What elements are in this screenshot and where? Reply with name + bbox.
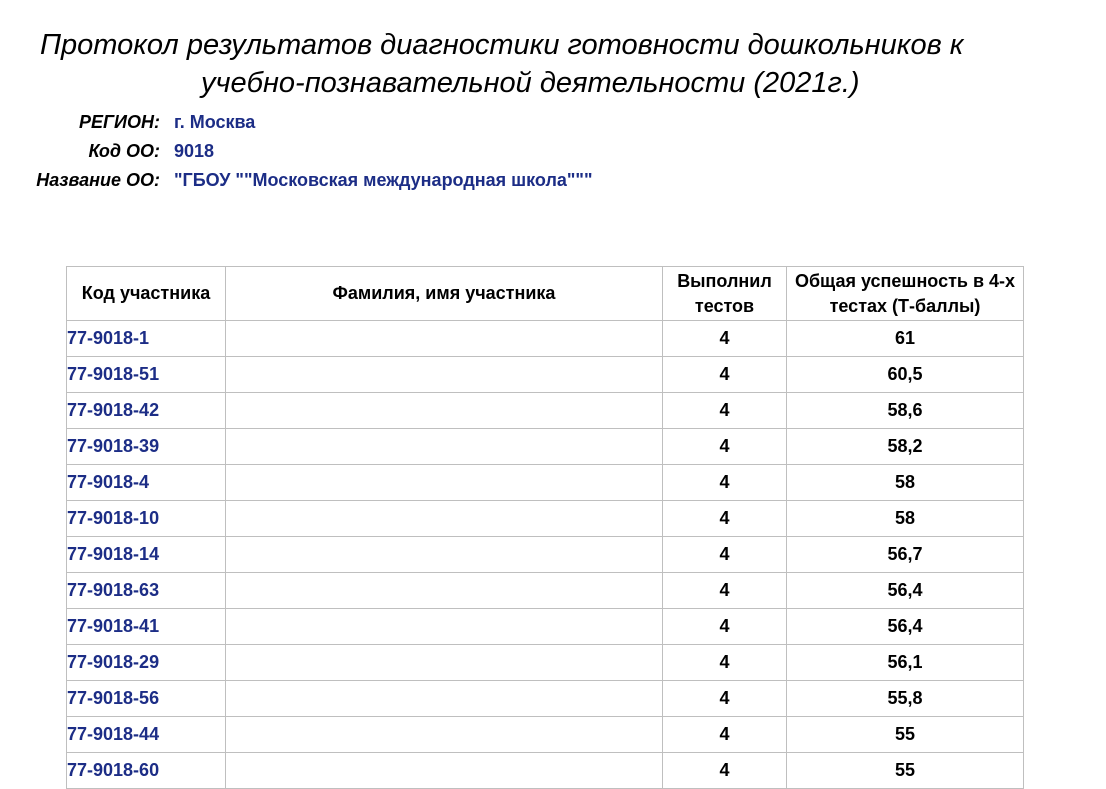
tests-completed-cell: 4 — [663, 357, 787, 393]
school-name-value: "ГБОУ ""Московская международная школа""" — [174, 170, 593, 190]
title-line-1: Протокол результатов диагностики готовности дошкольников к — [40, 29, 964, 61]
school-name-label: Название ОО: — [36, 170, 160, 190]
school-code-value: 9018 — [174, 141, 215, 161]
table-row — [67, 681, 1024, 717]
participant-name-cell — [226, 321, 663, 357]
table-row — [67, 573, 1024, 609]
participant-name-cell — [226, 645, 663, 681]
participant-code-cell: 77-9018-56 — [67, 681, 226, 717]
tests-completed-cell: 4 — [663, 537, 787, 573]
tests-completed-cell: 4 — [663, 501, 787, 537]
tests-completed-cell: 4 — [663, 645, 787, 681]
table-header-row — [67, 267, 1024, 321]
score-cell: 55 — [787, 753, 1024, 789]
table-row — [67, 393, 1024, 429]
participant-name-cell — [226, 537, 663, 573]
tests-completed-cell: 4 — [663, 717, 787, 753]
header-tests-completed: Выполнил тестов — [663, 267, 787, 321]
participant-name-cell — [226, 573, 663, 609]
participant-code-cell: 77-9018-60 — [67, 753, 226, 789]
participant-code-cell: 77-9018-1 — [67, 321, 226, 357]
tests-completed-cell: 4 — [663, 681, 787, 717]
participant-name-cell — [226, 609, 663, 645]
participant-code-cell: 77-9018-29 — [67, 645, 226, 681]
table-row — [67, 321, 1024, 357]
participant-name-cell — [226, 681, 663, 717]
participant-name-cell — [226, 393, 663, 429]
score-cell: 58,2 — [787, 429, 1024, 465]
participant-name-cell — [226, 465, 663, 501]
tests-completed-cell: 4 — [663, 573, 787, 609]
tests-completed-cell: 4 — [663, 429, 787, 465]
score-cell: 56,4 — [787, 573, 1024, 609]
results-table — [66, 266, 1024, 789]
score-cell: 56,7 — [787, 537, 1024, 573]
participant-name-cell — [226, 501, 663, 537]
participant-code-cell: 77-9018-51 — [67, 357, 226, 393]
tests-completed-cell: 4 — [663, 393, 787, 429]
table-row — [67, 609, 1024, 645]
table-row — [67, 537, 1024, 573]
score-cell: 61 — [787, 321, 1024, 357]
table-row — [67, 357, 1024, 393]
table-row — [67, 501, 1024, 537]
score-cell: 55 — [787, 717, 1024, 753]
participant-name-cell — [226, 753, 663, 789]
table-row — [67, 465, 1024, 501]
participant-name-cell — [226, 717, 663, 753]
score-cell: 58 — [787, 501, 1024, 537]
tests-completed-cell: 4 — [663, 321, 787, 357]
participant-code-cell: 77-9018-14 — [67, 537, 226, 573]
score-cell: 55,8 — [787, 681, 1024, 717]
table-body — [67, 321, 1024, 789]
title-line-2: учебно-познавательной деятельности (2021г.) — [201, 67, 860, 99]
participant-name-cell — [226, 429, 663, 465]
score-cell: 56,1 — [787, 645, 1024, 681]
header-participant-name: Фамилия, имя участника — [226, 267, 663, 321]
document-title — [0, 26, 1106, 102]
school-code-label: Код ОО: — [88, 141, 160, 161]
table-row — [67, 645, 1024, 681]
participant-code-cell: 77-9018-63 — [67, 573, 226, 609]
header-overall-score: Общая успешность в 4-х тестах (Т-баллы) — [787, 267, 1024, 321]
table-row — [67, 717, 1024, 753]
participant-code-cell: 77-9018-39 — [67, 429, 226, 465]
tests-completed-cell: 4 — [663, 753, 787, 789]
participant-code-cell: 77-9018-41 — [67, 609, 226, 645]
table-row — [67, 429, 1024, 465]
score-cell: 60,5 — [787, 357, 1024, 393]
score-cell: 58,6 — [787, 393, 1024, 429]
participant-code-cell: 77-9018-44 — [67, 717, 226, 753]
score-cell: 56,4 — [787, 609, 1024, 645]
score-cell: 58 — [787, 465, 1024, 501]
participant-code-cell: 77-9018-10 — [67, 501, 226, 537]
table-row — [67, 753, 1024, 789]
participant-name-cell — [226, 357, 663, 393]
region-value: г. Москва — [174, 112, 256, 132]
region-label: РЕГИОН: — [79, 112, 160, 132]
tests-completed-cell: 4 — [663, 609, 787, 645]
participant-code-cell: 77-9018-42 — [67, 393, 226, 429]
tests-completed-cell: 4 — [663, 465, 787, 501]
participant-code-cell: 77-9018-4 — [67, 465, 226, 501]
header-participant-code: Код участника — [67, 267, 226, 321]
